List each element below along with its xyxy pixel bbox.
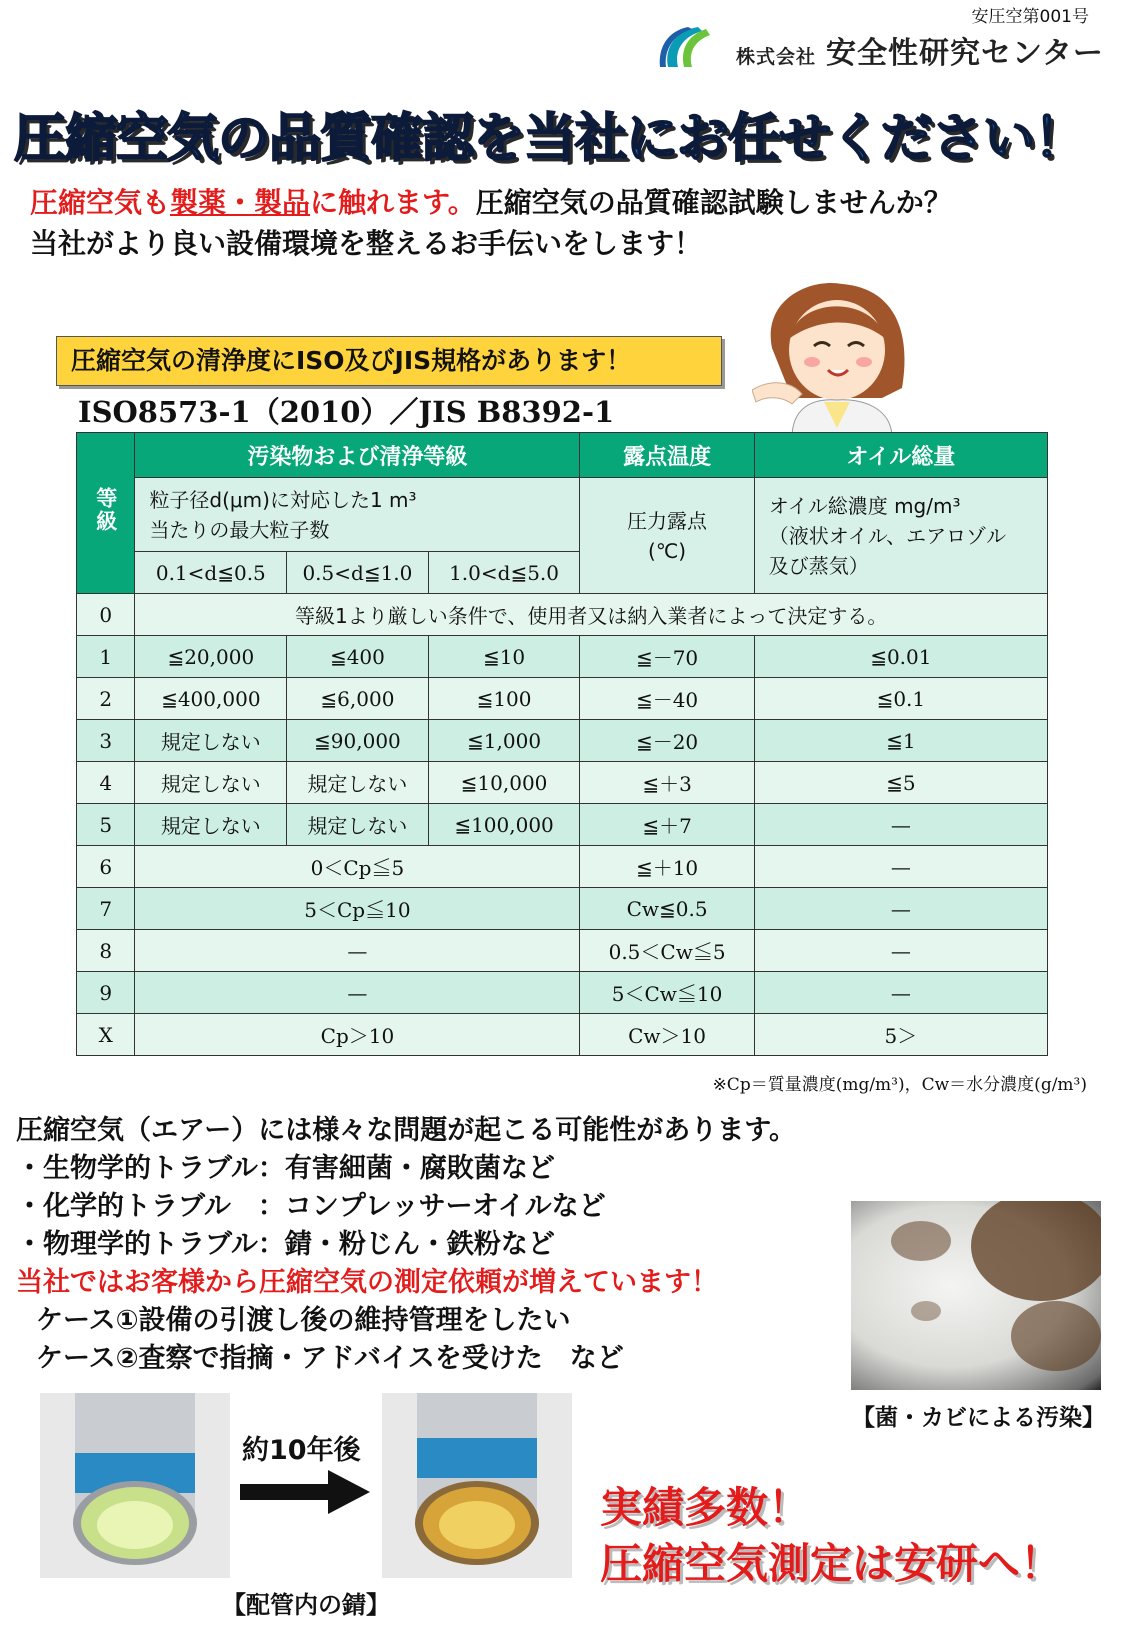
cell-oil: 5＞ bbox=[754, 1014, 1047, 1056]
woman-illustration-icon bbox=[752, 278, 922, 438]
bacteria-caption: 【菌・カビによる汚染】 bbox=[852, 1405, 1105, 1431]
lead-line-2: 当社がより良い設備環境を整えるお手伝いをします！ bbox=[30, 227, 703, 260]
cell-oil: — bbox=[754, 972, 1047, 1014]
problems-intro: 圧縮空気（エアー）には様々な問題が起こる可能性があります。 bbox=[16, 1115, 797, 1146]
cell-c1: 規定しない bbox=[135, 720, 287, 762]
cell-cont: 5＜Cp≦10 bbox=[135, 888, 580, 930]
cell-c2: 規定しない bbox=[287, 804, 428, 846]
cell-oil: ≦0.01 bbox=[754, 636, 1047, 678]
cell-dew: Cw≦0.5 bbox=[580, 888, 754, 930]
arrow-right-icon bbox=[240, 1470, 370, 1514]
cell-grade: 7 bbox=[77, 888, 135, 930]
iso-callout-box: 圧縮空気の清浄度にISO及びJIS規格があります！ bbox=[56, 336, 722, 386]
cell-dew: 0.5＜Cw≦5 bbox=[580, 930, 754, 972]
size-col-3: 1.0<d≦5.0 bbox=[428, 552, 580, 594]
table-row bbox=[77, 888, 1048, 930]
cell-grade: 4 bbox=[77, 762, 135, 804]
cell-oil: ≦5 bbox=[754, 762, 1047, 804]
cell-c1: ≦400,000 bbox=[135, 678, 287, 720]
cell-oil: — bbox=[754, 804, 1047, 846]
bacteria-photo bbox=[851, 1201, 1101, 1390]
cell-cont: — bbox=[135, 930, 580, 972]
cell-c1: ≦20,000 bbox=[135, 636, 287, 678]
company-name bbox=[736, 28, 1104, 72]
cell-grade: 9 bbox=[77, 972, 135, 1014]
cell-c3: ≦1,000 bbox=[428, 720, 580, 762]
lead-text bbox=[30, 182, 952, 264]
cell-grade: 1 bbox=[77, 636, 135, 678]
table-row bbox=[77, 1014, 1048, 1056]
slogan bbox=[600, 1480, 1062, 1592]
company-logo-icon bbox=[658, 25, 710, 69]
dew-header: 露点温度 bbox=[580, 433, 754, 478]
cell-grade: 6 bbox=[77, 846, 135, 888]
pipe-new-photo bbox=[40, 1393, 230, 1578]
cell-c3: ≦10 bbox=[428, 636, 580, 678]
problems-list bbox=[16, 1112, 796, 1378]
cell-grade: 5 bbox=[77, 804, 135, 846]
cell-oil: ≦0.1 bbox=[754, 678, 1047, 720]
lead-rest-1: 圧縮空気の品質確認試験しませんか？ bbox=[475, 186, 952, 219]
slogan-line-1: 実績多数！ bbox=[600, 1483, 811, 1532]
cell-dew: ≦－40 bbox=[580, 678, 754, 720]
cell-grade: 3 bbox=[77, 720, 135, 762]
contaminant-header: 汚染物および清浄等級 bbox=[135, 433, 580, 478]
cleanliness-table bbox=[76, 432, 1048, 1056]
table-row bbox=[77, 678, 1048, 720]
lead-red-underlined: 製薬・製品 bbox=[170, 186, 311, 219]
cell-dew: ≦－20 bbox=[580, 720, 754, 762]
lead-red-2: に触れます。 bbox=[310, 186, 476, 219]
pipe-rusted-photo bbox=[382, 1393, 572, 1578]
cell-c2: 規定しない bbox=[287, 762, 428, 804]
cell-c2: ≦90,000 bbox=[287, 720, 428, 762]
dew-description: 圧力露点 (℃) bbox=[580, 478, 754, 594]
case-1: ケース①設備の引渡し後の維持管理をしたい bbox=[36, 1305, 571, 1336]
table-row bbox=[77, 972, 1048, 1014]
size-col-1: 0.1<d≦0.5 bbox=[135, 552, 287, 594]
table-row bbox=[77, 846, 1048, 888]
cell-dew: ≦＋7 bbox=[580, 804, 754, 846]
company-prefix: 株式会社 bbox=[736, 46, 817, 68]
cell-c3: ≦100 bbox=[428, 678, 580, 720]
cell-cont: — bbox=[135, 972, 580, 1014]
cell-dew: ≦＋3 bbox=[580, 762, 754, 804]
cell-oil: — bbox=[754, 930, 1047, 972]
cell-dew: ≦－70 bbox=[580, 636, 754, 678]
cell-cont: 0＜Cp≦5 bbox=[135, 846, 580, 888]
cell-dew: ≦＋10 bbox=[580, 846, 754, 888]
cell-oil: — bbox=[754, 846, 1047, 888]
cell-c2: ≦400 bbox=[287, 636, 428, 678]
cell-c3: ≦10,000 bbox=[428, 762, 580, 804]
particle-description: 粒子径d(μm)に対応した1 m³ 当たりの最大粒子数 bbox=[135, 478, 580, 552]
cell-cont: Cp＞10 bbox=[135, 1014, 580, 1056]
grade-header: 等級 bbox=[77, 433, 135, 594]
cell-c3: ≦100,000 bbox=[428, 804, 580, 846]
cell-grade: 2 bbox=[77, 678, 135, 720]
oil-header: オイル総量 bbox=[754, 433, 1047, 478]
problem-chem: ・化学的トラブル ：コンプレッサーオイルなど bbox=[16, 1191, 606, 1222]
cell-oil: ≦1 bbox=[754, 720, 1047, 762]
table-row bbox=[77, 762, 1048, 804]
iso-standard-title: ISO8573-1（2010）／JIS B8392-1 bbox=[78, 395, 615, 429]
table-row bbox=[77, 804, 1048, 846]
problem-bio: ・生物学的トラブル：有害細菌・腐敗菌など bbox=[16, 1153, 555, 1184]
case-2: ケース②査察で指摘・アドバイスを受けた など bbox=[36, 1343, 624, 1374]
cell-dew: Cw＞10 bbox=[580, 1014, 754, 1056]
cell-c2: ≦6,000 bbox=[287, 678, 428, 720]
headline: 圧縮空気の品質確認を当社にお任せください！ bbox=[14, 109, 1086, 169]
footnote: ※Cp＝質量濃度(mg/m³)，Cw＝水分濃度(g/m³) bbox=[712, 1075, 1087, 1095]
problem-phys: ・物理学的トラブル：錆・粉じん・鉄粉など bbox=[16, 1229, 555, 1260]
table-row bbox=[77, 720, 1048, 762]
cell-c1: 規定しない bbox=[135, 804, 287, 846]
table-row bbox=[77, 930, 1048, 972]
cell-c1: 規定しない bbox=[135, 762, 287, 804]
table-row: 0 等級1より厳しい条件で、使用者又は納入業者によって決定する。 bbox=[77, 594, 1048, 636]
table-row bbox=[77, 636, 1048, 678]
document-number: 安圧空第001号 bbox=[971, 7, 1089, 27]
cell-grade: 8 bbox=[77, 930, 135, 972]
company-title: 安全性研究センター bbox=[826, 36, 1104, 71]
pipe-caption: 【配管内の錆】 bbox=[222, 1591, 390, 1619]
size-col-2: 0.5<d≦1.0 bbox=[287, 552, 428, 594]
slogan-line-2: 圧縮空気測定は安研へ！ bbox=[600, 1539, 1063, 1588]
lead-red-1: 圧縮空気も bbox=[30, 186, 171, 219]
oil-description: オイル総濃度 mg/m³ （液状オイル、エアロゾル 及び蒸気） bbox=[754, 478, 1047, 594]
cell-dew: 5＜Cw≦10 bbox=[580, 972, 754, 1014]
increase-text: 当社ではお客様から圧縮空気の測定依頼が増えています！ bbox=[16, 1267, 718, 1298]
cell-grade: X bbox=[77, 1014, 135, 1056]
after-10-years-label: 約10年後 bbox=[242, 1435, 361, 1466]
cell-oil: — bbox=[754, 888, 1047, 930]
